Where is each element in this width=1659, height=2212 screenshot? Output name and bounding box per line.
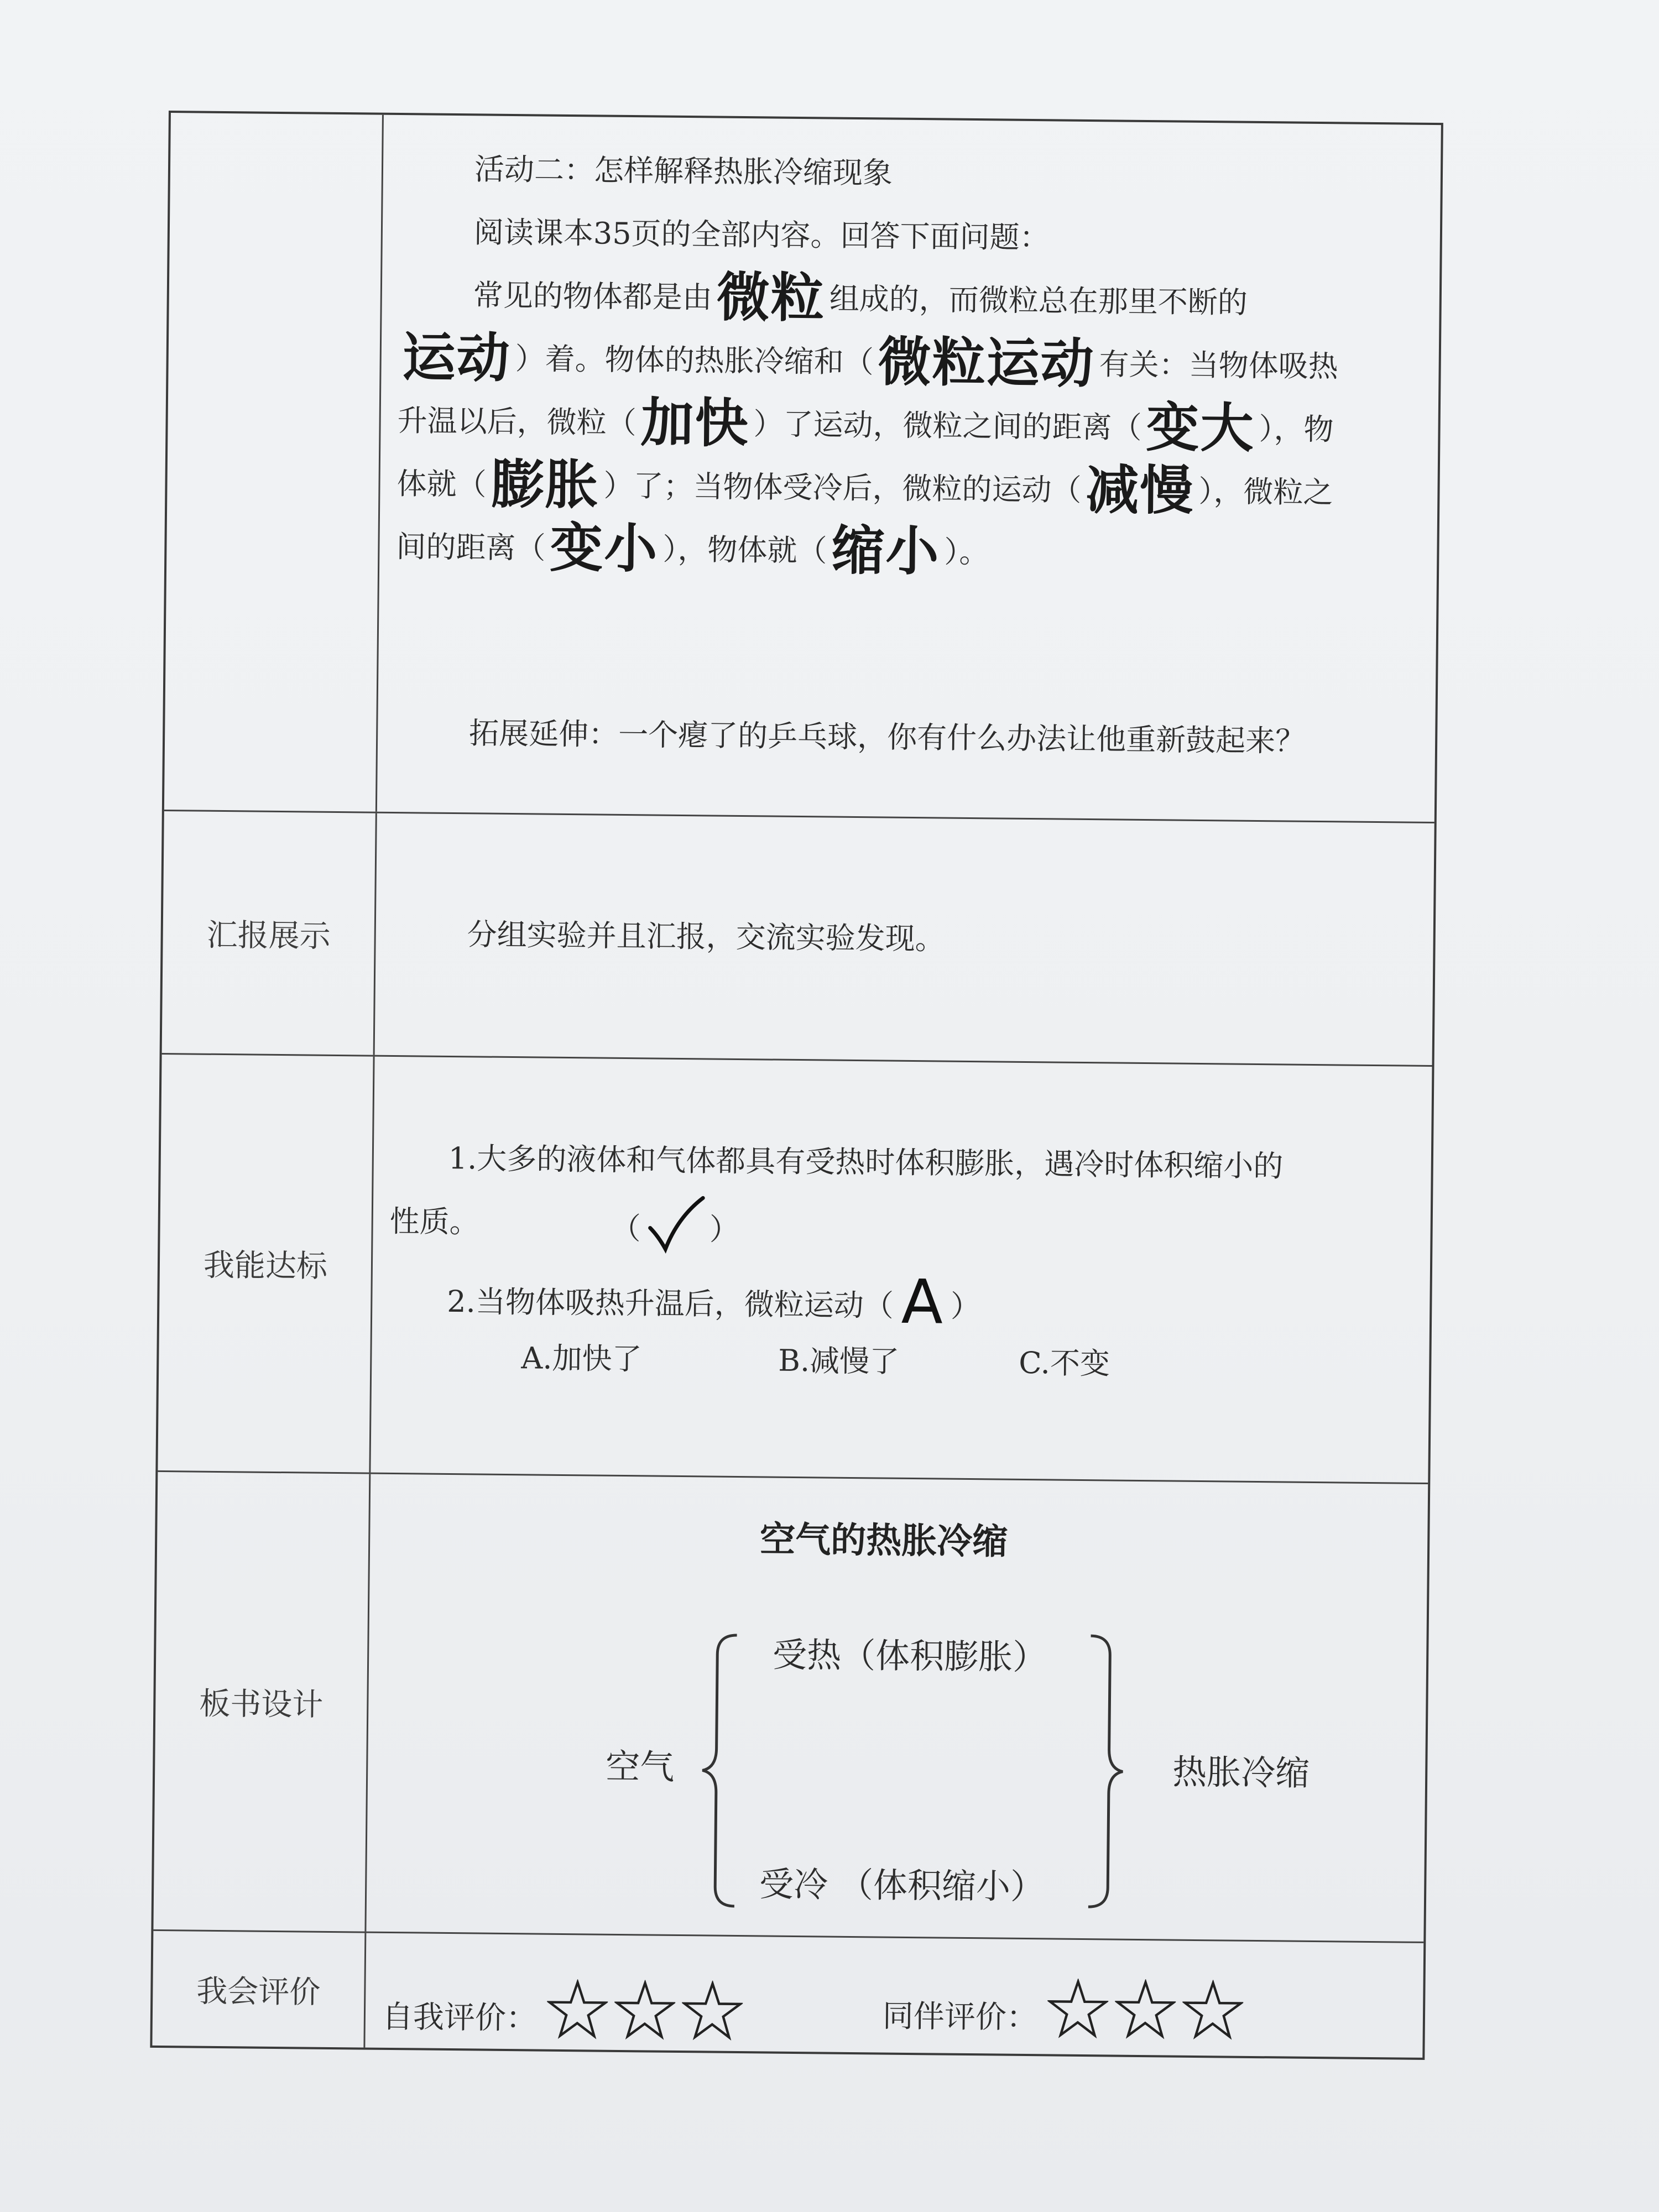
option-a: A.加快了 (521, 1340, 642, 1377)
activity-label-cell (164, 113, 384, 812)
activity-instruction: 阅读课本35页的全部内容。回答下面问题： (473, 215, 1050, 255)
checkmark-icon (644, 1194, 706, 1256)
handwritten-answer: 缩小 (831, 519, 940, 583)
report-text: 分组实验并且汇报，交流实验发现。 (467, 917, 945, 957)
board-cold: 受冷 （体积缩小） (759, 1864, 1045, 1907)
handwritten-answer: 运动 (402, 326, 512, 389)
star-outline-icon[interactable] (1114, 1979, 1176, 2041)
board-label: 板书设计 (153, 1472, 371, 1932)
question-1-line-1: 1.大多的液体和气体都具有受热时体积膨胀，遇冷时体积缩小的 (448, 1140, 1284, 1184)
question-2-answer: A (901, 1266, 943, 1338)
handwritten-answer: 微粒 (716, 266, 826, 330)
star-outline-icon[interactable] (681, 1980, 743, 2042)
board-subject: 空气 (605, 1746, 675, 1787)
board-result: 热胀冷缩 (1172, 1751, 1310, 1793)
fill-line-3: 升温以后，微粒（加快 ）了运动，微粒之间的距离（变大 ），物 (397, 392, 1334, 460)
peer-star-rating[interactable] (1047, 1978, 1250, 2049)
handwritten-answer: 膨胀 (491, 453, 600, 517)
handwritten-answer: 加快 (640, 392, 750, 455)
handwritten-answer: 变小 (549, 517, 659, 580)
activity-row (164, 113, 1441, 822)
report-row (162, 810, 1434, 1065)
activity-title: 活动二：怎样解释热胀冷缩现象 (474, 152, 893, 191)
activity-content (377, 115, 1441, 822)
left-brace-icon (698, 1632, 740, 1909)
evaluation-label: 我会评价 (152, 1931, 366, 2048)
peer-evaluation: 同伴评价： (882, 1977, 1250, 2049)
extension-question: 拓展延伸：一个瘪了的乒乓球，你有什么办法让他重新鼓起来？ (468, 716, 1306, 759)
star-outline-icon[interactable] (546, 1979, 608, 2041)
star-outline-icon[interactable] (1182, 1980, 1243, 2041)
handwritten-answer: 变大 (1146, 396, 1255, 460)
option-c: C.不变 (1019, 1345, 1110, 1381)
lesson-plan-table (150, 111, 1443, 2060)
report-label: 汇报展示 (162, 811, 377, 1055)
target-label: 我能达标 (158, 1055, 374, 1473)
target-row (158, 1053, 1432, 1483)
fill-line-2: 运动 ）着。物体的热胀冷缩和（微粒运动 有关：当物体吸热 (402, 326, 1338, 395)
board-title: 空气的热胀冷缩 (759, 1519, 1008, 1563)
handwritten-answer: 微粒运动 (878, 331, 1095, 395)
fill-line-1: 常见的物体都是由微粒 组成的，而微粒总在那里不断的 (473, 266, 1248, 330)
self-evaluation: 自我评价： (382, 1978, 749, 2049)
question-1-line-2: 性质。 (389, 1203, 480, 1240)
handwritten-answer: 减慢 (1085, 458, 1195, 522)
evaluation-row (152, 1929, 1423, 2058)
self-star-rating[interactable] (546, 1979, 749, 2050)
fill-line-5: 间的距离（变小 ），物体就（缩小 ）。 (396, 517, 989, 583)
question-1-answer: （ ） (611, 1194, 739, 1256)
star-outline-icon[interactable] (614, 1980, 675, 2041)
star-outline-icon[interactable] (1047, 1978, 1108, 2039)
fill-line-4: 体就（膨胀 ）了；当物体受冷后，微粒的运动（减慢 ），微粒之 (397, 453, 1333, 522)
board-row (153, 1470, 1428, 1942)
option-b: B.减慢了 (778, 1343, 900, 1379)
board-hot: 受热（体积膨胀） (772, 1634, 1047, 1678)
right-brace-icon (1086, 1633, 1127, 1910)
question-2: 2.当物体吸热升温后，微粒运动（ A ） (447, 1266, 981, 1338)
